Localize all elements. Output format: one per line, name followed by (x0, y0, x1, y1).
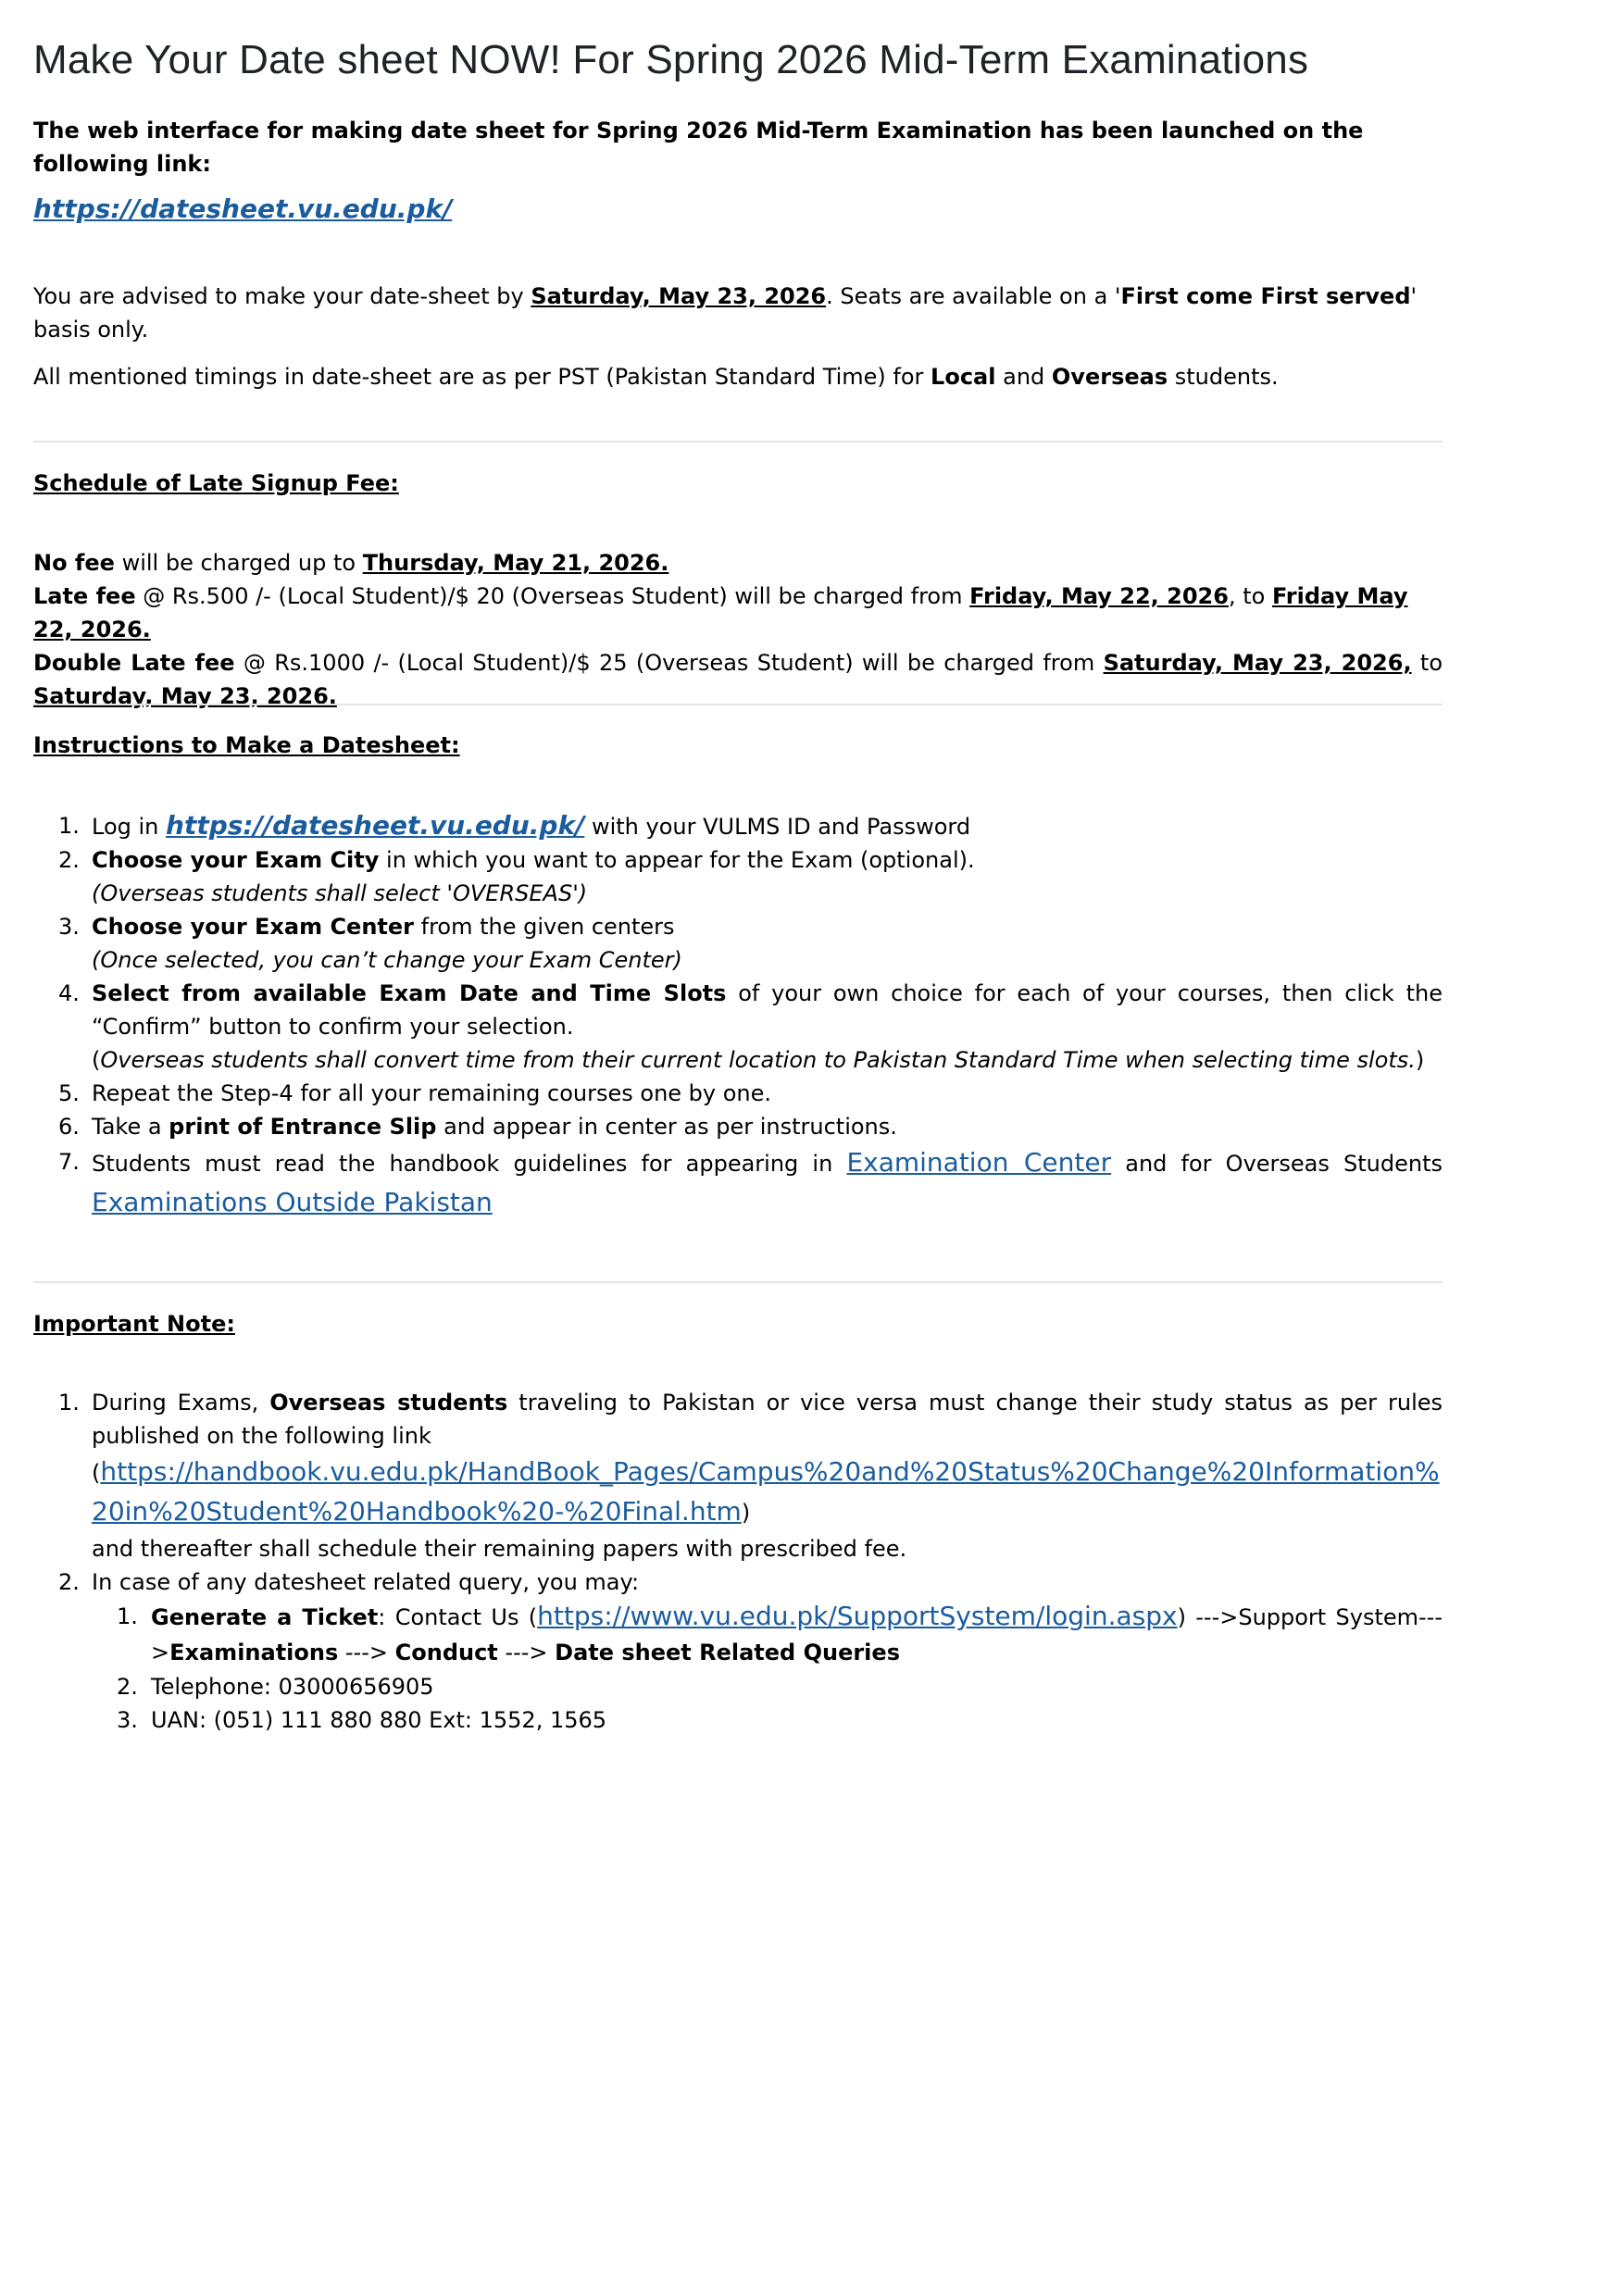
fcfs-text: First come First served (1120, 283, 1411, 309)
overseas-label: Overseas (1051, 364, 1168, 390)
advise-part: . Seats are available on a ' (826, 283, 1121, 309)
page-title: Make Your Date sheet NOW! For Spring 2026 Mid-Term Examinations (33, 37, 1309, 82)
step-text: ) (1415, 1047, 1425, 1073)
note-bold: Overseas students (269, 1390, 508, 1416)
list-item (33, 1386, 1443, 1565)
note-bold: Conduct (394, 1640, 498, 1665)
step-bold: Choose your Exam City (92, 847, 380, 873)
double-fee-label: Double Late fee (33, 650, 235, 676)
step-number: 7. (58, 1149, 80, 1175)
timings-text (33, 360, 1279, 393)
step-text: ( (92, 1047, 101, 1073)
step-note: (Once selected, you can’t change your Exam Center) (92, 947, 682, 973)
note-text: ---> (497, 1640, 556, 1665)
important-note-heading: Important Note: (33, 1311, 235, 1337)
note-text: traveling to Pakistan or vice versa must change their study status as per rules published on the following link (92, 1390, 1443, 1449)
examinations-outside-pakistan-link[interactable]: Examinations Outside Pakistan (92, 1187, 493, 1217)
note-text: ) --->Support System---> (151, 1604, 1443, 1665)
step-number: 1. (117, 1603, 138, 1629)
list-item (33, 809, 1443, 843)
late-fee-from: Friday, May 22, 2026 (969, 583, 1229, 609)
note-bold: Examinations (169, 1640, 339, 1665)
step-text: from the given centers (414, 914, 675, 940)
timings-part: and (995, 364, 1052, 390)
step-text: Repeat the Step-4 for all your remaining courses one by one. (92, 1080, 772, 1106)
step-text: of your own choice for each of your courses, then click the “Confirm” button to confirm your selection. (92, 980, 1443, 1040)
double-fee-to: Saturday, May 23, 2026. (33, 683, 337, 709)
note-bold: Date sheet Related Queries (555, 1640, 900, 1665)
double-fee-from: Saturday, May 23, 2026, (1103, 650, 1412, 676)
step-number: 1. (58, 1390, 80, 1416)
main-link-line (33, 193, 452, 227)
fee-text: , to (1228, 583, 1272, 609)
note-bold: Generate a Ticket (151, 1604, 379, 1630)
fee-text: @ Rs.500 /- (Local Student)/$ 20 (Overseas Student) will be charged from (135, 583, 970, 609)
step-text: and for Overseas Students (1111, 1151, 1443, 1177)
instructions-list (33, 809, 1443, 1223)
note-text: and thereafter shall schedule their remaining papers with prescribed fee. (92, 1536, 907, 1562)
step-number: 4. (58, 980, 80, 1006)
step-text: and appear in center as per instructions. (436, 1114, 897, 1140)
note-text: During Exams, (92, 1390, 270, 1416)
uan-text: UAN: (051) 111 880 880 Ext: 1552, 1565 (151, 1707, 607, 1733)
step-text: Students must read the handbook guidelines for appearing in (92, 1151, 847, 1177)
contact-options-list (92, 1599, 1443, 1737)
advise-part: ' basis only. (33, 283, 1418, 343)
list-item (92, 1599, 1443, 1670)
note-text: In case of any datesheet related query, you may: (92, 1569, 640, 1595)
list-item (92, 1670, 1443, 1703)
fee-text: will be charged up to (114, 550, 363, 576)
note-text: ---> (338, 1640, 395, 1665)
list-item (33, 910, 1443, 977)
step-text: in which you want to appear for the Exam (optional). (379, 847, 975, 873)
step-number: 2. (58, 1569, 80, 1595)
step-number: 5. (58, 1080, 80, 1106)
datesheet-link[interactable]: https://datesheet.vu.edu.pk/ (166, 810, 585, 841)
list-item (33, 843, 1443, 910)
handbook-link-line (92, 1456, 1440, 1527)
handbook-link[interactable]: https://handbook.vu.edu.pk/HandBook_Pages/Campus%20and%20Status%20Change%20Information%20in%20Student%20Handbook%20-%20Final.htm (92, 1456, 1440, 1527)
late-fee-label: Late fee (33, 583, 136, 609)
deadline-date: Saturday, May 23, 2026 (531, 283, 827, 309)
fee-text: @ Rs.1000 /- (Local Student)/$ 25 (Overseas Student) will be charged from (234, 650, 1104, 676)
support-system-link[interactable]: https://www.vu.edu.pk/SupportSystem/login.aspx (537, 1601, 1178, 1631)
step-number: 1. (58, 813, 80, 839)
divider (33, 1281, 1443, 1283)
list-item (92, 1703, 1443, 1737)
note-text: : Contact Us ( (378, 1604, 538, 1630)
timings-part: All mentioned timings in date-sheet are as per PST (Pakistan Standard Time) for (33, 364, 931, 390)
late-fee-schedule (33, 546, 1443, 713)
intro-text: The web interface for making date sheet for Spring 2026 Mid-Term Examination has been launched on the following link: (33, 118, 1364, 177)
late-fee-line (33, 580, 1443, 646)
datesheet-link[interactable]: https://datesheet.vu.edu.pk/ (33, 193, 453, 224)
divider (33, 704, 1443, 705)
step-number: 2. (58, 847, 80, 873)
note-text: ) (741, 1500, 751, 1526)
telephone-text: Telephone: 03000656905 (151, 1674, 434, 1700)
step-note: (Overseas students shall select 'OVERSEAS') (92, 880, 588, 906)
local-label: Local (931, 364, 996, 390)
list-item (33, 1143, 1443, 1223)
timings-part: students. (1168, 364, 1279, 390)
fee-text: to (1411, 650, 1443, 676)
step-text: Log in (92, 814, 167, 840)
step-number: 6. (58, 1114, 80, 1140)
no-fee-label: No fee (33, 550, 115, 576)
late-fee-heading: Schedule of Late Signup Fee: (33, 470, 399, 496)
step-number: 3. (117, 1707, 138, 1733)
step-text: with your VULMS ID and Password (584, 814, 971, 840)
list-item (33, 1077, 1443, 1110)
step-bold: Select from available Exam Date and Time Slots (92, 980, 727, 1006)
list-item (33, 977, 1443, 1077)
late-fee-to: Friday May 22, 2026. (33, 583, 1408, 642)
advise-part: You are advised to make your date-sheet by (33, 283, 531, 309)
list-item (33, 1565, 1443, 1737)
advise-text (33, 280, 1443, 346)
step-number: 3. (58, 914, 80, 940)
note-text: ( (92, 1460, 101, 1486)
no-fee-line (33, 546, 1443, 580)
list-item (33, 1110, 1443, 1143)
no-fee-date: Thursday, May 21, 2026. (362, 550, 669, 576)
step-note: Overseas students shall convert time from their current location to Pakistan Standard Time when selecting time slots. (100, 1047, 1416, 1073)
divider (33, 441, 1443, 443)
important-note-list (33, 1386, 1443, 1737)
step-number: 2. (117, 1674, 138, 1700)
step-bold: print of Entrance Slip (169, 1114, 437, 1140)
examination-center-link[interactable]: Examination Center (846, 1147, 1112, 1178)
instructions-heading: Instructions to Make a Datesheet: (33, 732, 460, 758)
step-text: Take a (92, 1114, 169, 1140)
step-bold: Choose your Exam Center (92, 914, 414, 940)
